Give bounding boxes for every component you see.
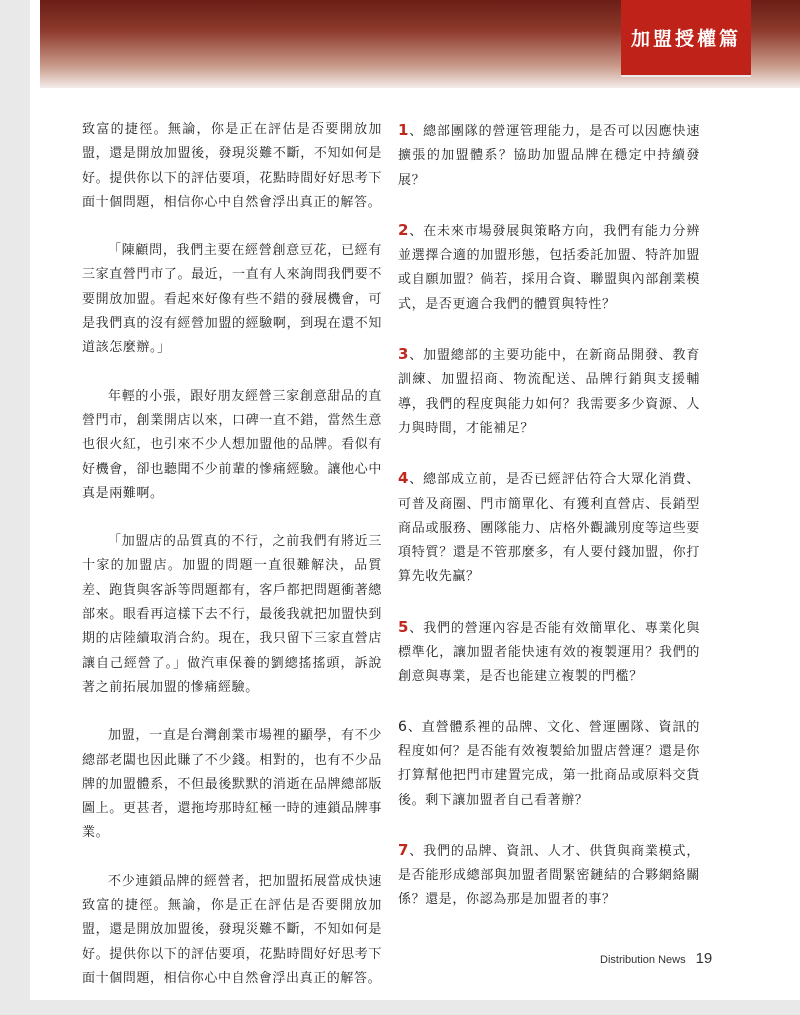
- question-number: 1: [398, 121, 410, 139]
- question-item-7: [398, 838, 700, 913]
- question-text: 、在未來市場發展與策略方向，我們有能力分辨並選擇合適的加盟形態，包括委託加盟、特許加盟或自願加盟？倘若，採用合資、聯盟與內部創業模式，是否更適合我們的體質與特性？: [398, 223, 700, 312]
- quote-paragraph-2: 「加盟店的品質真的不行，之前我們有將近三十家的加盟店。加盟的問題一直很難解決，品質差、跑貨與客訴等問題都有，客戶都把問題衝著總部來。眼看再這樣下去不行，最後我就把加盟快到期的店陸續取消合約。現在，我只留下三家直營店讓自己經營了。」做汽車保養的劉總搖搖頭，訴說著之前拓展加盟的慘痛經驗。: [82, 534, 382, 695]
- story-paragraph-1: 年輕的小張，跟好朋友經營三家創意甜品的直營門市，創業開店以來，口碑一直不錯，當然生意也很火紅，也引來不少人想加盟他的品牌。看似有好機會，卻也聽聞不少前輩的慘痛經驗。讓他心中真是兩難啊。: [82, 388, 382, 501]
- page-footer: [600, 950, 712, 967]
- question-number: 6: [398, 718, 408, 735]
- right-question-list: [398, 118, 700, 938]
- section-title-tag: 加盟授權篇: [621, 0, 751, 77]
- question-number: 7: [398, 840, 410, 859]
- question-text: 、加盟總部的主要功能中，在新商品開發、教育訓練、加盟招商、物流配送、品牌行銷與支援輔導，我們的程度與能力如何？我需要多少資源、人力與時間，才能補足？: [398, 348, 700, 436]
- closing-paragraph: 不少連鎖品牌的經營者，把加盟拓展當成快速致富的捷徑。無論，你是正在評估是否要開放加盟，還是開放加盟後，發現災難不斷，不知如何是好。提供你以下的評估要項，花點時間好好思考下面十個問題，相信你心中自然會浮出真正的解答。: [82, 873, 382, 986]
- question-item-3: [398, 342, 700, 441]
- question-text: 、總部團隊的營運管理能力，是否可以因應快速擴張的加盟體系？協助加盟品牌在穩定中持續發展？: [398, 124, 700, 188]
- intro-paragraph: 致富的捷徑。無論，你是正在評估是否要開放加盟，還是開放加盟後，發現災難不斷，不知如何是好。提供你以下的評估要項，花點時間好好思考下面十個問題，相信你心中自然會浮出真正的解答。: [82, 122, 382, 210]
- question-text: 、直營體系裡的品牌、文化、營運團隊、資訊的程度如何？是否能有效複製給加盟店營運？還是你打算幫他把門市建置完成，第一批商品或原料交貨後。剩下讓加盟者自己看著辦？: [398, 719, 700, 808]
- story-paragraph-2: 加盟，一直是台灣創業市場裡的顯學，有不少總部老闆也因此賺了不少錢。相對的，也有不少品牌的加盟體系，不但最後默默的消逝在品牌總部版圖上。更甚者，還拖垮那時紅極一時的連鎖品牌事業。: [82, 728, 382, 841]
- publication-name: Distribution News: [600, 954, 686, 966]
- question-text: 、我們的品牌、資訊、人才、供貨與商業模式，是否能形成總部與加盟者間緊密鏈結的合夥網絡關係？還是，你認為那是加盟者的事？: [398, 843, 700, 908]
- question-item-6: [398, 715, 700, 813]
- question-item-1: [398, 118, 700, 193]
- question-number: 2: [398, 220, 410, 239]
- question-number: 5: [398, 617, 410, 636]
- question-item-2: [398, 218, 700, 317]
- question-text: 、我們的營運內容是否能有效簡單化、專業化與標準化，讓加盟者能快速有效的複製運用？我們的創意與專業，是否也能建立複製的門檻？: [398, 620, 700, 685]
- page-number: 19: [695, 950, 713, 967]
- question-number: 4: [398, 469, 410, 488]
- quote-paragraph-1: 「陳顧問，我們主要在經營創意豆花，已經有三家直營門市了。最近，一直有人來詢問我們要不要開放加盟。看起來好像有些不錯的發展機會，可是我們真的沒有經營加盟的經驗啊，到現在還不知道該怎麼辦。」: [82, 243, 382, 356]
- question-item-5: [398, 615, 700, 690]
- question-number: 3: [398, 345, 410, 364]
- left-article-column: [82, 118, 382, 1015]
- question-item-4: [398, 466, 700, 589]
- question-text: 、總部成立前，是否已經評估符合大眾化消費、可普及商圈、門市簡單化、有獲利直營店、長銷型商品或服務、團隊能力、店格外觀識別度等這些要項特質？還是不管那麼多，有人要付錢加盟，你打算先收先贏？: [398, 472, 700, 585]
